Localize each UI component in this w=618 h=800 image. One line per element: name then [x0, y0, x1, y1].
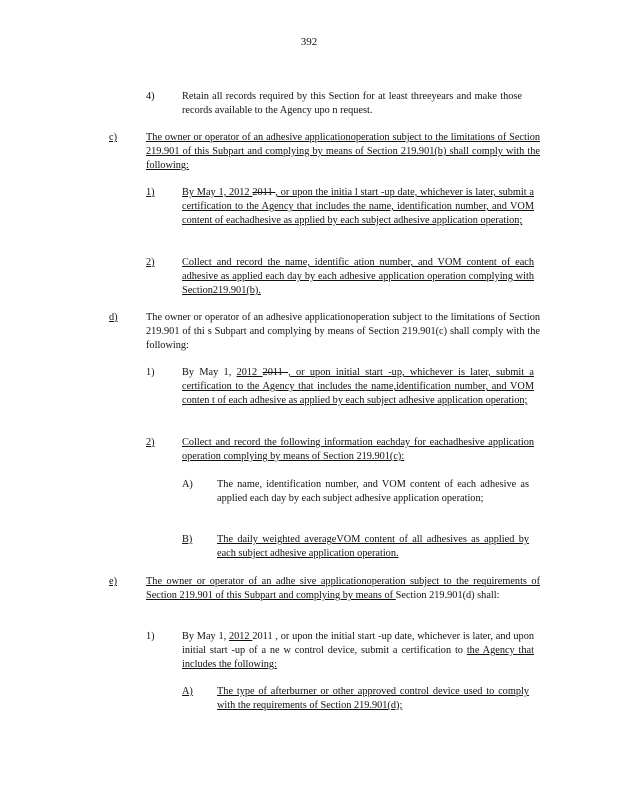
text-segment: 2011 , or upon the initial start -up date, whichever is later, and upon initial start -up of a ne w control device, submit a certification to [182, 631, 535, 656]
paragraph-label: A) [182, 479, 193, 490]
paragraph-text [217, 533, 529, 561]
paragraph-text [146, 311, 540, 353]
underlined-text: Collect and record the following information eachday for eachadhesive application operation complying by means of Section 219.901(c): [182, 437, 534, 462]
struck-text: 2011 [262, 367, 289, 378]
paragraph-label: 2) [146, 257, 155, 268]
underlined-text: Collect and record the name, identific ation number, and VOM content of each adhesive as applied each day by each adhesive application operation complying with Section219.901(b). [182, 257, 534, 296]
text-segment: The name, identification number, and VOM content of each adhesive as applied each day by each subject adhesive application operation; [217, 479, 529, 504]
underlined-text: 2012 [228, 631, 253, 642]
paragraph-label: 1) [146, 367, 155, 378]
underlined-text: the Agency that includes the following: [182, 645, 534, 670]
text-segment: By May 1, [182, 367, 237, 378]
underlined-text: By May 1, 2012 [182, 187, 253, 198]
paragraph-label: 4) [146, 91, 155, 102]
paragraph-text [182, 366, 534, 408]
paragraph-text [146, 131, 540, 173]
page-number: 392 [300, 36, 318, 48]
text-segment: Section 219.901(d) shall: [395, 590, 500, 601]
underlined-text: 2012 [236, 367, 263, 378]
paragraph-label: c) [109, 132, 117, 143]
paragraph-text [182, 256, 534, 298]
paragraph-label: e) [109, 576, 117, 587]
underlined-text: The daily weighted averageVOM content of all adhesives as applied by each subject adhesive application operation. [217, 534, 529, 559]
struck-text: 2011 [252, 187, 276, 198]
text-segment: Retain all records required by this Section for at least threeyears and make those records available to the Agency upo n request. [182, 91, 522, 116]
paragraph-label: d) [109, 312, 118, 323]
paragraph-label: 1) [146, 187, 155, 198]
paragraph-text [182, 436, 534, 464]
paragraph-label: 1) [146, 631, 155, 642]
underlined-text: The owner or operator of an adhesive applicationoperation subject to the limitations of Section 219.901 of this Subpart and complying by means of Section 219.901(b) shall comply with the following: [146, 132, 540, 171]
paragraph-text [146, 575, 540, 603]
paragraph-label: A) [182, 686, 193, 697]
underlined-text: , or upon initial start -up, whichever is later, submit a certification to the Agency that includes the name,identification number, and VOM conten t of each adhesive as applied by each subject adhesive application operation; [182, 367, 534, 406]
underlined-text: , or upon the initia l start -up date, whichever is later, submit a certification to the Agency that includes the name, identification number, and VOM content of eachadhesive as applied by each subject adhesive application operation; [182, 187, 534, 226]
paragraph-text [182, 630, 534, 672]
paragraph-label: 2) [146, 437, 155, 448]
paragraph-text [182, 186, 534, 228]
paragraph-text [217, 478, 529, 506]
underlined-text: The owner or operator of an adhe sive applicationoperation subject to the requirements of Section 219.901 of this Subpart and complying by means of [146, 576, 540, 601]
underlined-text: The type of afterburner or other approved control device used to comply with the requirements of Section 219.901(d); [217, 686, 529, 711]
paragraph-text [182, 90, 522, 118]
paragraph-text [217, 685, 529, 713]
paragraph-label: B) [182, 534, 193, 545]
text-segment: By May 1, [182, 631, 229, 642]
text-segment: The owner or operator of an adhesive applicationoperation subject to the limitations of Section 219.901 of thi s Subpart and complying by means of Section 219.901(c) shall comply with the following: [146, 312, 540, 351]
